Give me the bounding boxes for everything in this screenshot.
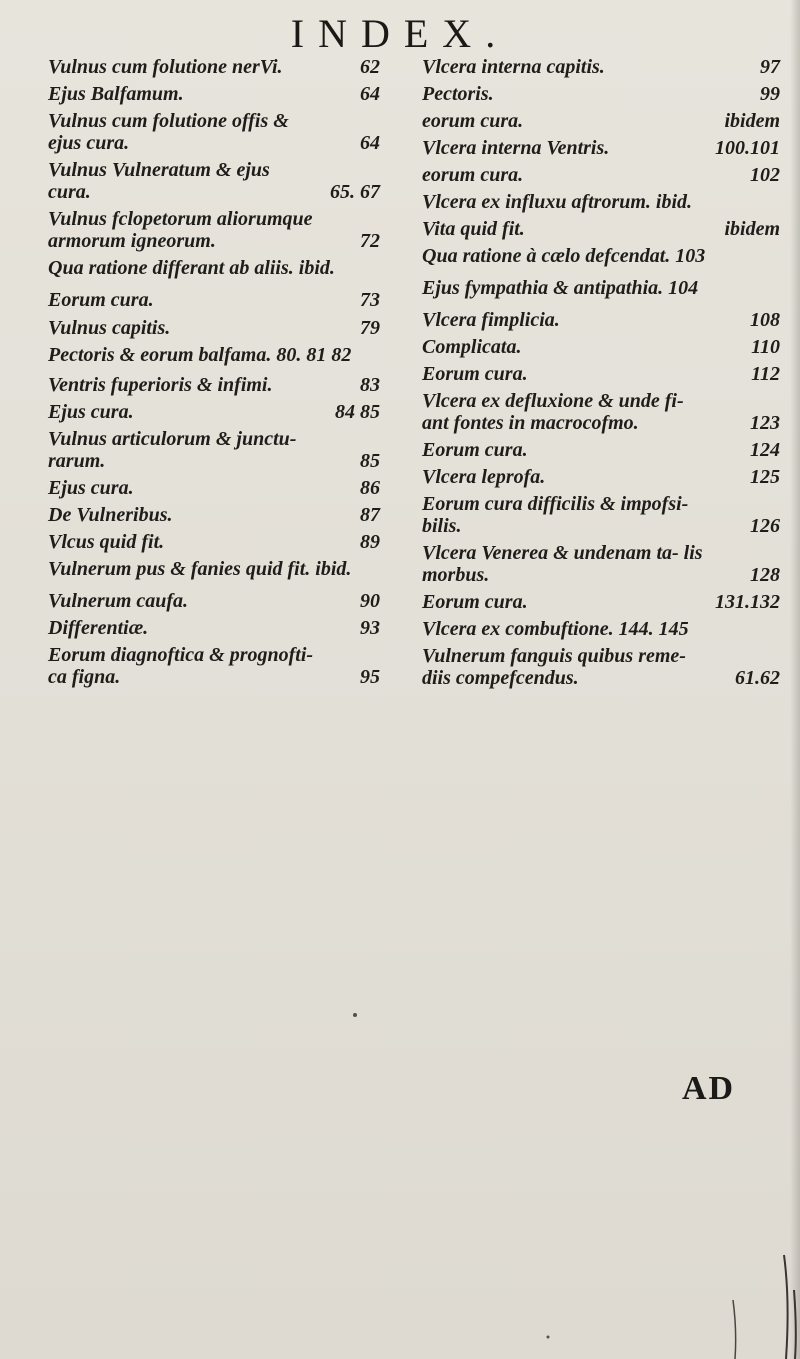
entry-page: 90	[360, 590, 380, 612]
entry-text: Eorum cura.	[48, 289, 154, 311]
entry-text: eorum cura.	[422, 110, 524, 132]
entry-page: 95	[360, 666, 380, 688]
entry-text: Vlcera ex influxu aftrorum. ibid.	[422, 191, 693, 213]
entry-page: 100.101	[715, 137, 780, 159]
entry-page: 64	[360, 132, 380, 154]
entry-text: Complicata.	[422, 336, 522, 358]
entry-page: 84 85	[335, 401, 380, 423]
entry-text: Qua ratione à cælo defcendat. 103	[422, 245, 706, 267]
entry-page: 124	[750, 439, 780, 461]
entry-page: 99	[760, 83, 780, 105]
entry-text: Ejus fympathia & antipathia. 104	[422, 277, 699, 299]
entry-page: 62	[360, 56, 380, 78]
entry-text: De Vulneribus.	[48, 504, 173, 526]
entry-text: Vlcera interna capitis.	[422, 56, 605, 78]
entry-page: 110	[751, 336, 780, 358]
entry-text: Ejus cura.	[48, 401, 134, 423]
catchword: AD	[682, 1070, 736, 1107]
entry-page: 65. 67	[330, 181, 380, 203]
entry-text: Vlcera Venerea & undenam ta- lis morbus.	[422, 542, 703, 586]
entry-page: 102	[750, 164, 780, 186]
entry-text: Qua ratione differant ab aliis. ibid.	[48, 257, 335, 279]
entry-text: Vulnus Vulneratum & ejus cura.	[48, 159, 270, 203]
entry-page: 97	[760, 56, 780, 78]
entry-text: Vulnus fclopetorum aliorumque armorum igneorum.	[48, 208, 313, 252]
entry-page: 61.62	[735, 667, 780, 689]
entry-page: 125	[750, 466, 780, 488]
entry-text: Eorum cura.	[422, 439, 528, 461]
entry-text: Eorum cura.	[422, 363, 528, 385]
entry-text: Pectoris & eorum balfama. 80. 81 82	[48, 344, 352, 366]
entry-page: 86	[360, 477, 380, 499]
entry-text: Eorum diagnoftica & prognofti- ca figna.	[48, 644, 314, 688]
entry-page: 73	[360, 289, 380, 311]
entry-text: Vulnus cum folutione offis & ejus cura.	[48, 110, 289, 154]
entry-page: ibidem	[724, 110, 780, 132]
entry-text: Eorum cura difficilis & impofsi- bilis.	[422, 493, 689, 537]
entry-text: Vita quid fit.	[422, 218, 525, 240]
entry-page: 126	[750, 515, 780, 537]
entry-text: Ejus Balfamum.	[48, 83, 184, 105]
entry-text: eorum cura.	[422, 164, 524, 186]
entry-page: 79	[360, 317, 380, 339]
entry-text: Ejus cura.	[48, 477, 134, 499]
page-title: INDEX.	[290, 11, 510, 56]
entry-text: Vulnus capitis.	[48, 317, 171, 339]
entry-page: 128	[750, 564, 780, 586]
entry-text: Vulnus articulorum & junctu- rarum.	[48, 428, 297, 472]
entry-text: Vulnerum caufa.	[48, 590, 189, 612]
entry-page: 131.132	[715, 591, 780, 613]
entry-page: 83	[360, 374, 380, 396]
entry-page: 72	[360, 230, 380, 252]
entry-text: Vlcera leprofa.	[422, 466, 546, 488]
entry-page: ibidem	[724, 218, 780, 240]
entry-text: Eorum cura.	[422, 591, 528, 613]
entry-page: 108	[750, 309, 780, 331]
entry-text: Differentiæ.	[48, 617, 149, 639]
entry-text: Vulnerum pus & fanies quid fit. ibid.	[48, 558, 352, 580]
entry-text: Vlcus quid fit.	[48, 531, 165, 553]
entry-text: Pectoris.	[422, 83, 494, 105]
entry-page: 64	[360, 83, 380, 105]
entry-page: 112	[751, 363, 780, 385]
entry-page: 93	[360, 617, 380, 639]
entry-text: Vulnerum fanguis quibus reme- diis compefcendus.	[422, 645, 686, 689]
entry-text: Vlcera fimplicia.	[422, 309, 560, 331]
entry-page: 123	[750, 412, 780, 434]
entry-page: 85	[360, 450, 380, 472]
entry-text: Vlcera ex defluxione & unde fi- ant fontes in macrocofmo.	[422, 390, 684, 434]
entry-text: Vlcera ex combuftione. 144. 145	[422, 618, 689, 640]
entry-text: Vulnus cum folutione nerVi.	[48, 56, 283, 78]
entry-text: Vlcera interna Ventris.	[422, 137, 610, 159]
entry-text: Ventris fuperioris & infimi.	[48, 374, 273, 396]
entry-page: 87	[360, 504, 380, 526]
entry-page: 89	[360, 531, 380, 553]
